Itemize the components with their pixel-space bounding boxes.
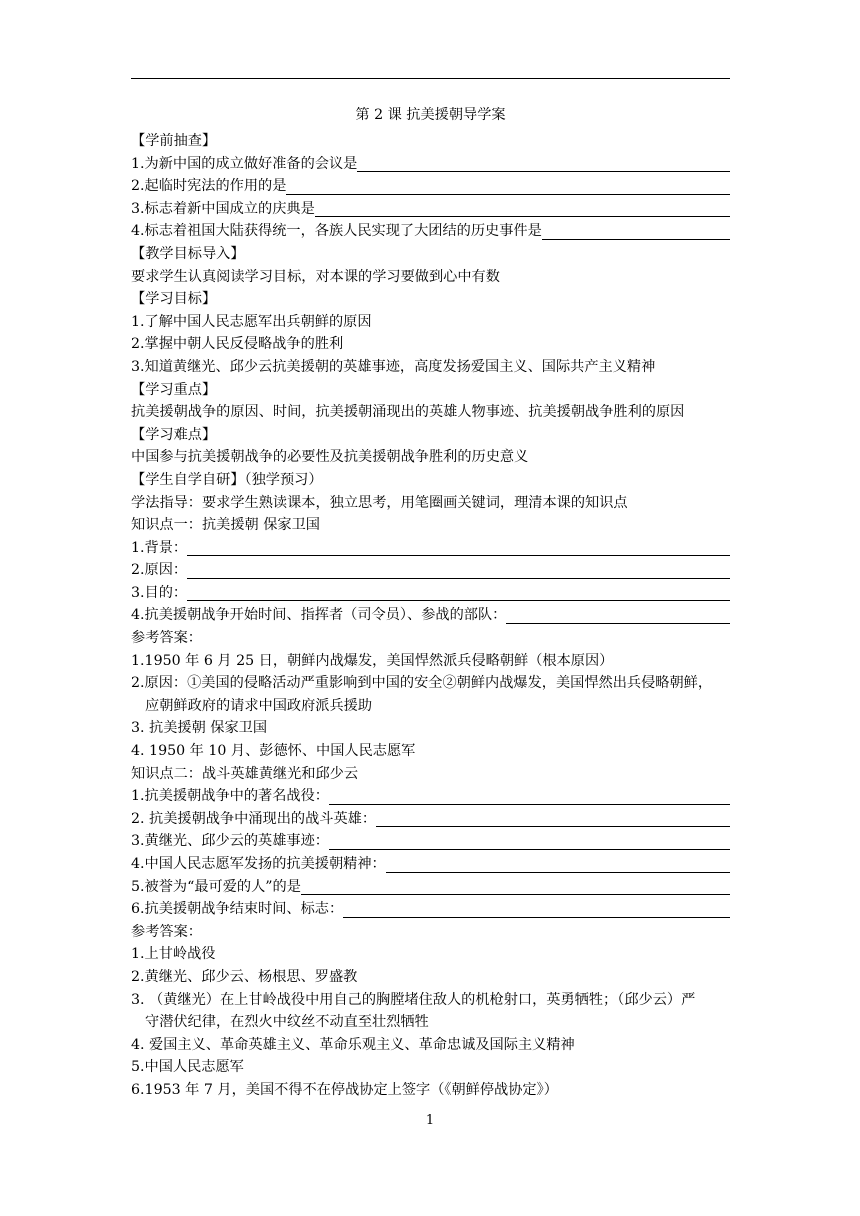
answer-blank[interactable] — [329, 787, 730, 805]
answer-blank[interactable] — [315, 199, 730, 217]
line-text: 2. 抗美援朝战争中涌现出的战斗英雄： — [131, 810, 377, 827]
line-text: 6.1953 年 7 月，美国不得不在停战协定上签字（《朝鲜停战协定》） — [131, 1081, 558, 1098]
text-line — [131, 446, 730, 469]
text-line — [131, 514, 730, 537]
text-line — [131, 627, 730, 650]
line-text: 3.黄继光、邱少云的英雄事迹： — [131, 833, 329, 850]
text-line — [131, 492, 730, 515]
answer-blank[interactable] — [376, 809, 730, 827]
fill-in-question — [131, 559, 730, 582]
line-text: 1.背景： — [131, 539, 188, 556]
line-text: 【学前抽查】 — [131, 133, 217, 149]
fill-in-question — [131, 153, 730, 176]
fill-in-question — [131, 876, 730, 899]
worksheet-body — [131, 101, 730, 1102]
line-text: 2.原因： — [131, 562, 188, 579]
page-title: 第 2 课 抗美援朝导学案 — [355, 107, 506, 123]
text-line — [131, 130, 730, 153]
fill-in-question — [131, 853, 730, 876]
text-line — [131, 695, 730, 718]
line-text: 知识点二：战斗英雄黄继光和邱少云 — [131, 765, 359, 782]
answer-blank[interactable] — [542, 222, 730, 240]
text-line — [131, 1056, 730, 1079]
text-line — [131, 266, 730, 289]
line-text: 1.1950 年 6 月 25 日，朝鲜内战爆发，美国悍然派兵侵略朝鲜（根本原因） — [131, 652, 614, 669]
answer-blank[interactable] — [357, 154, 730, 172]
line-text: 3.目的： — [131, 584, 188, 601]
line-text: 4.标志着祖国大陆获得统一，各族人民实现了大团结的历史事件是 — [131, 223, 542, 240]
text-line — [131, 921, 730, 944]
text-line — [131, 311, 730, 334]
line-text: 4. 1950 年 10 月、彭德怀、中国人民志愿军 — [131, 743, 416, 760]
line-text: 3. （黄继光）在上甘岭战役中用自己的胸膛堵住敌人的机枪射口，英勇牺牲；（邱少云）严 — [131, 991, 696, 1008]
text-line — [131, 1079, 730, 1102]
line-text: 【学生自学自研】（独学预习） — [131, 471, 323, 488]
line-text: 守潜伏纪律，在烈火中纹丝不动直至壮烈牺牲 — [145, 1014, 429, 1031]
answer-blank[interactable] — [301, 877, 730, 895]
line-text: 4. 爱国主义、革命英雄主义、革命乐观主义、革命忠诚及国际主义精神 — [131, 1036, 575, 1053]
text-line — [131, 333, 730, 356]
fill-in-question — [131, 785, 730, 808]
line-text: 2.黄继光、邱少云、杨根思、罗盛教 — [131, 968, 358, 985]
line-text: 参考答案： — [131, 630, 202, 647]
line-text: 2.掌握中朝人民反侵略战争的胜利 — [131, 336, 344, 353]
text-line — [131, 672, 730, 695]
answer-blank[interactable] — [187, 538, 730, 556]
answer-blank[interactable] — [187, 561, 730, 579]
line-text: 1.了解中国人民志愿军出兵朝鲜的原因 — [131, 313, 372, 330]
text-line — [131, 943, 730, 966]
text-line — [131, 356, 730, 379]
answer-blank[interactable] — [343, 900, 730, 918]
line-text: 1.为新中国的成立做好准备的会议是 — [131, 155, 358, 172]
text-line — [131, 288, 730, 311]
fill-in-question — [131, 198, 730, 221]
line-text: 4.抗美援朝战争开始时间、指挥者（司令员）、参战的部队： — [131, 607, 507, 624]
line-text: 【学习目标】 — [131, 291, 217, 308]
fill-in-question — [131, 175, 730, 198]
line-text: 应朝鲜政府的请求中国政府派兵援助 — [145, 697, 373, 714]
answer-blank[interactable] — [187, 583, 730, 601]
line-text: 要求学生认真阅读学习目标，对本课的学习要做到心中有数 — [131, 268, 500, 285]
text-line — [131, 740, 730, 763]
line-text: 3. 抗美援朝 保家卫国 — [131, 720, 268, 737]
text-line — [131, 1034, 730, 1057]
text-line — [131, 401, 730, 424]
line-text: 学法指导：要求学生熟读课本，独立思考，用笔圈画关键词，理清本课的知识点 — [131, 494, 628, 511]
text-line — [131, 424, 730, 447]
line-text: 2.起临时宪法的作用的是 — [131, 178, 287, 195]
text-line — [131, 717, 730, 740]
text-line — [131, 379, 730, 402]
line-text: 参考答案： — [131, 923, 202, 940]
text-line — [131, 989, 730, 1012]
line-text: 3.标志着新中国成立的庆典是 — [131, 200, 315, 217]
fill-in-question — [131, 220, 730, 243]
line-text: 【学习难点】 — [131, 426, 217, 443]
line-text: 1.上甘岭战役 — [131, 946, 216, 963]
worksheet-lines — [131, 130, 730, 1102]
fill-in-question — [131, 537, 730, 560]
answer-blank[interactable] — [506, 606, 730, 624]
text-line — [131, 650, 730, 673]
header-rule — [131, 78, 730, 79]
fill-in-question — [131, 604, 730, 627]
line-text: 3.知道黄继光、邱少云抗美援朝的英雄事迹，高度发扬爱国主义、国际共产主义精神 — [131, 358, 656, 375]
text-line — [131, 966, 730, 989]
line-text: 【教学目标导入】 — [131, 245, 245, 262]
line-text: 知识点一：抗美援朝 保家卫国 — [131, 517, 320, 534]
fill-in-question — [131, 808, 730, 831]
line-text: 抗美援朝战争的原因、时间，抗美援朝涌现出的英雄人物事迹、抗美援朝战争胜利的原因 — [131, 404, 685, 421]
text-line — [131, 469, 730, 492]
line-text: 4.中国人民志愿军发扬的抗美援朝精神： — [131, 856, 386, 872]
line-text: 2.原因：①美国的侵略活动严重影响到中国的安全②朝鲜内战爆发，美国悍然出兵侵略朝鲜， — [131, 675, 713, 692]
line-text: 5.中国人民志愿军 — [131, 1059, 244, 1076]
line-text: 1.抗美援朝战争中的著名战役： — [131, 788, 329, 805]
fill-in-question — [131, 898, 730, 921]
page-number: 1 — [425, 1113, 435, 1128]
fill-in-question — [131, 582, 730, 605]
line-text: 中国参与抗美援朝战争的必要性及抗美援朝战争胜利的历史意义 — [131, 449, 529, 466]
answer-blank[interactable] — [286, 177, 730, 195]
answer-blank[interactable] — [329, 832, 730, 850]
answer-blank[interactable] — [386, 855, 730, 873]
fill-in-question — [131, 830, 730, 853]
text-line — [131, 763, 730, 786]
text-line — [131, 243, 730, 266]
line-text: 【学习重点】 — [131, 381, 217, 398]
line-text: 5.被誉为“最可爱的人”的是 — [131, 878, 301, 895]
line-text: 6.抗美援朝战争结束时间、标志： — [131, 901, 344, 918]
text-line — [131, 1011, 730, 1034]
